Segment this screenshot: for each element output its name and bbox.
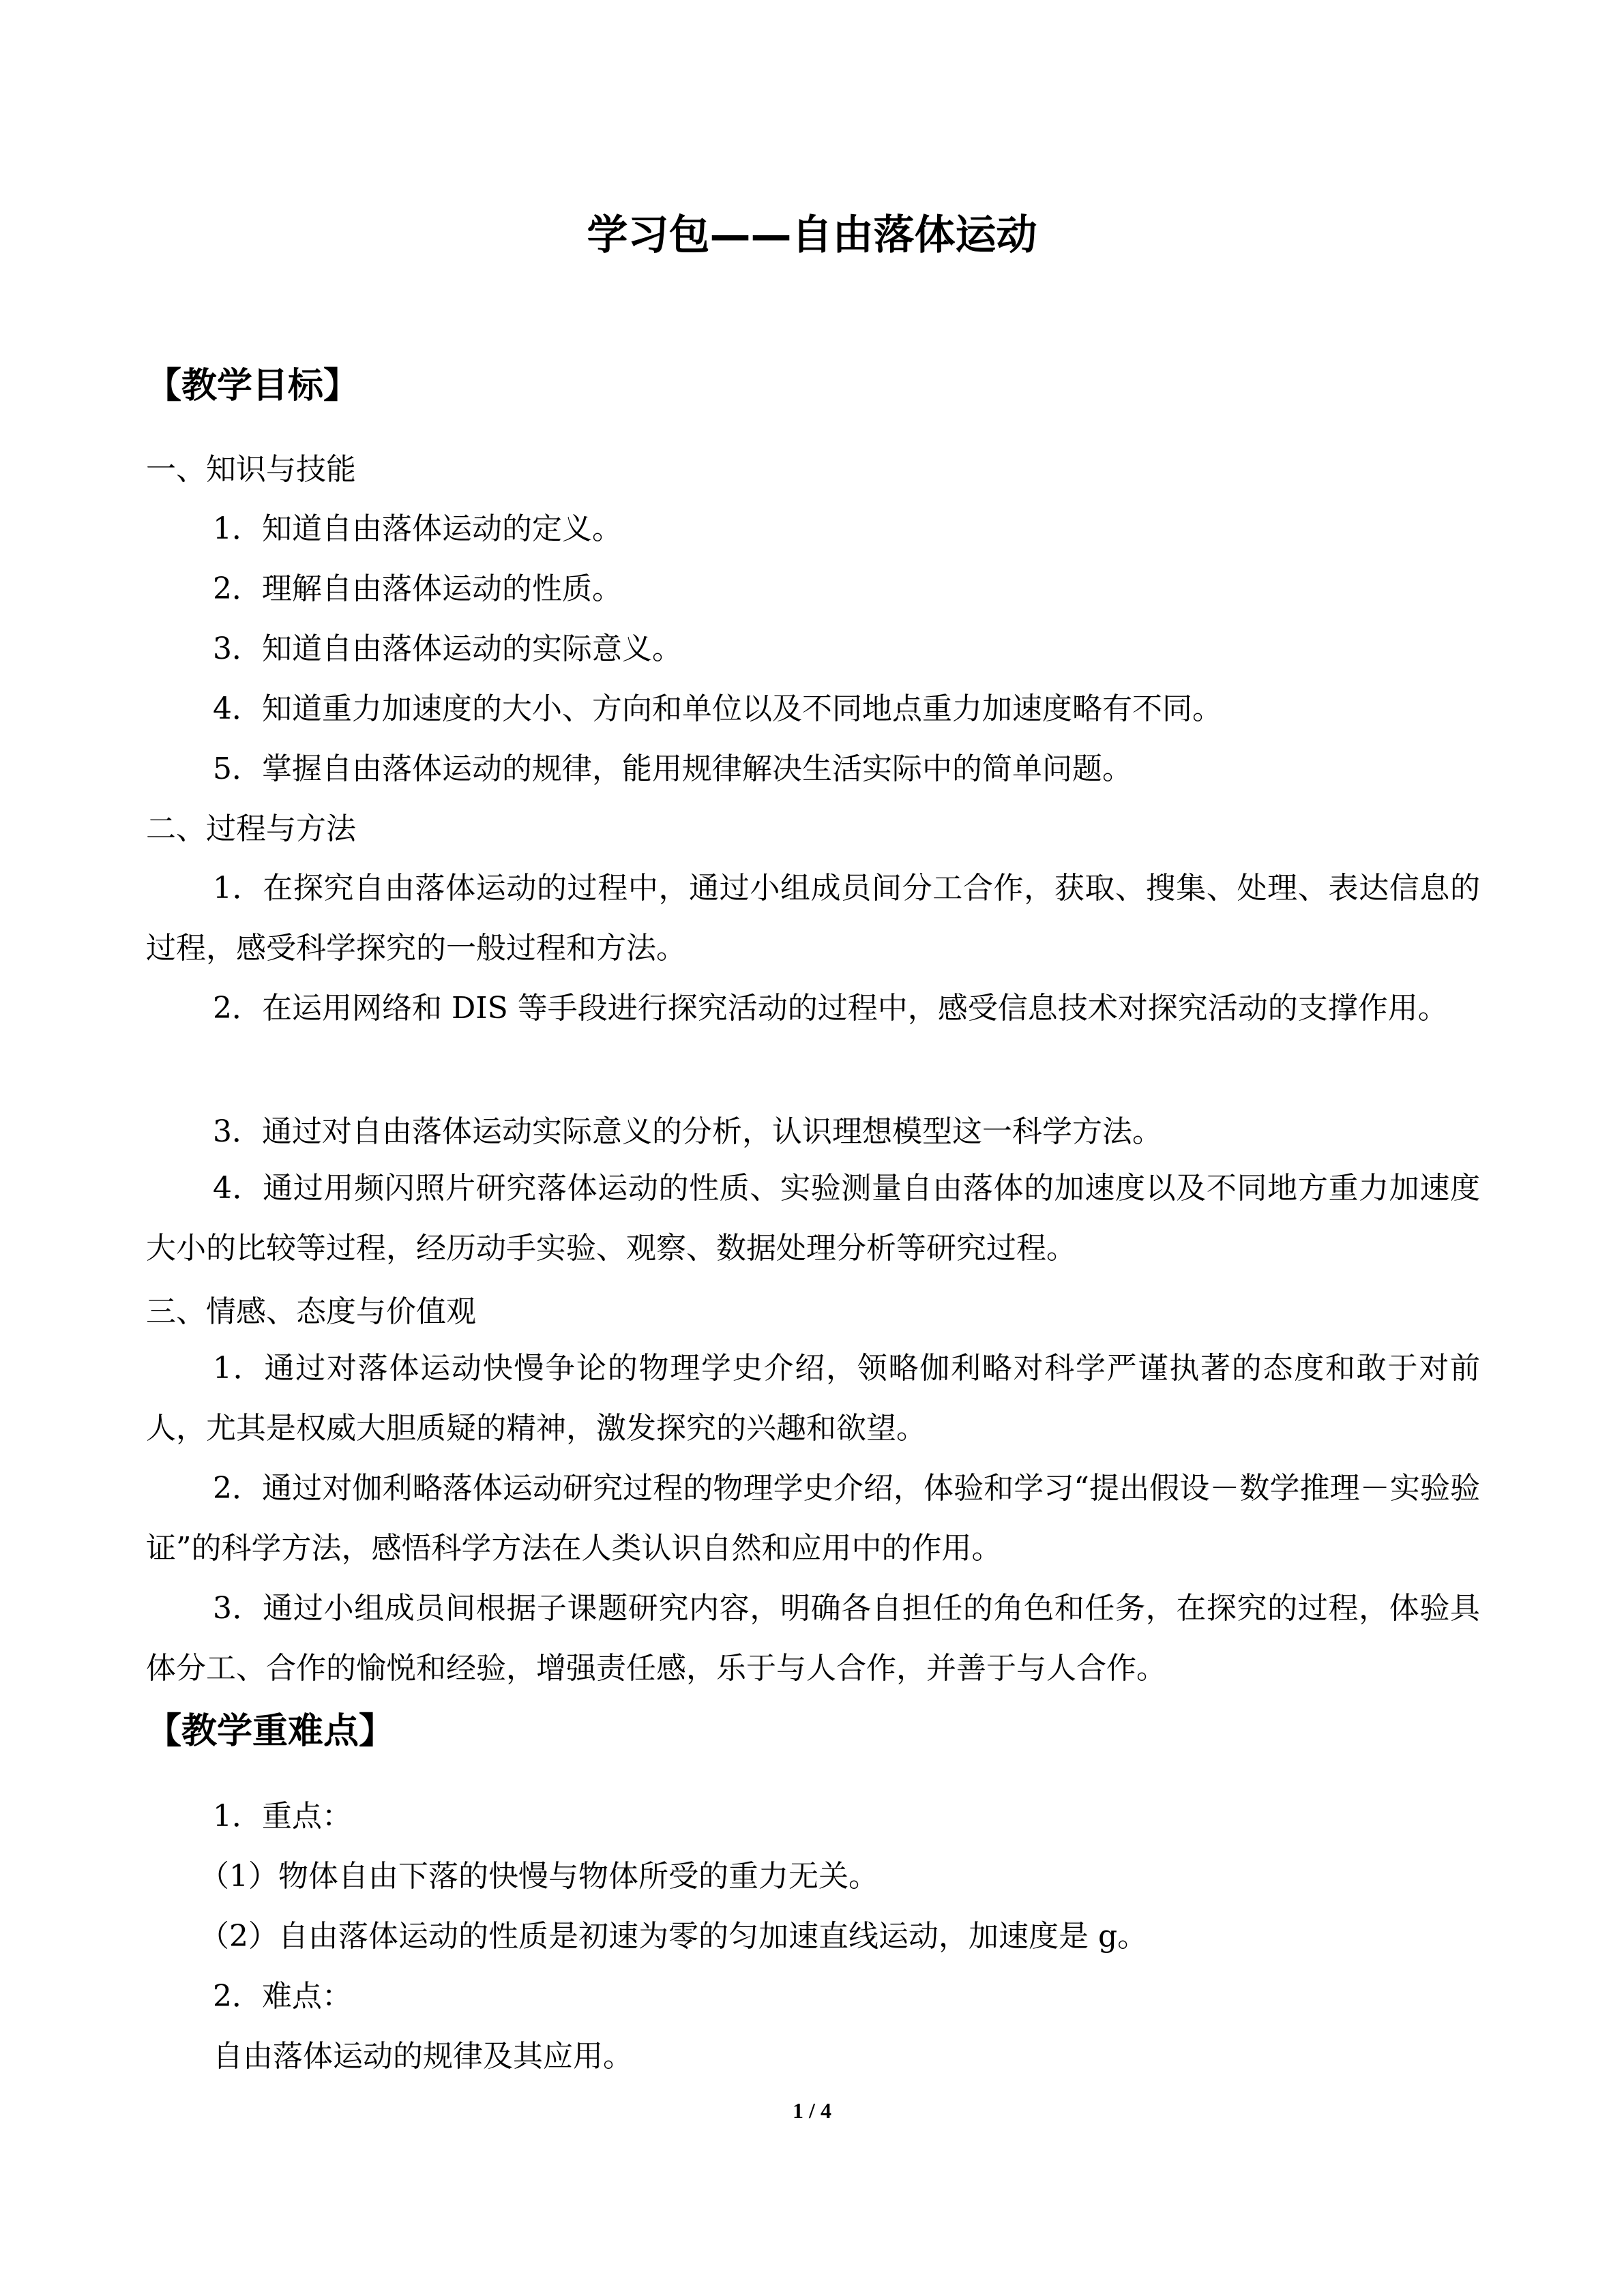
list-item: 4．知道重力加速度的大小、方向和单位以及不同地点重力加速度略有不同。 <box>213 691 1222 726</box>
list-item: 1．在探究自由落体运动的过程中，通过小组成员间分工合作，获取、搜集、处理、表达信息的过程，感受科学探究的一般过程和方法。 <box>146 871 1480 966</box>
list-item: （2）自由落体运动的性质是初速为零的匀加速直线运动，加速度是 g。 <box>199 1919 1148 1954</box>
list-item: 3．知道自由落体运动的实际意义。 <box>213 631 682 666</box>
list-item: 1．通过对落体运动快慢争论的物理学史介绍，领略伽利略对科学严谨执著的态度和敢于对前人，尤其是权威大胆质疑的精神，激发探究的兴趣和欲望。 <box>146 1351 1480 1446</box>
list-item: 1．知道自由落体运动的定义。 <box>213 511 622 546</box>
list-item: 5．掌握自由落体运动的规律，能用规律解决生活实际中的简单问题。 <box>213 751 1132 786</box>
list-item: 3．通过对自由落体运动实际意义的分析，认识理想模型这一科学方法。 <box>213 1114 1162 1149</box>
section-heading-objectives: 【教学目标】 <box>146 366 359 406</box>
difficulty-label: 2．难点： <box>213 1979 352 2014</box>
list-item: 4．通过用频闪照片研究落体运动的性质、实验测量自由落体的加速度以及不同地方重力加速度大小的比较等过程，经历动手实验、观察、数据处理分析等研究过程。 <box>146 1171 1480 1266</box>
subheading-knowledge-skills: 一、知识与技能 <box>146 452 356 487</box>
list-item: （1）物体自由下落的快慢与物体所受的重力无关。 <box>199 1859 879 1894</box>
list-item: 2．在运用网络和 DIS 等手段进行探究活动的过程中，感受信息技术对探究活动的支撑作用。 <box>213 991 1448 1026</box>
difficulty-text: 自由落体运动的规律及其应用。 <box>213 2039 633 2074</box>
list-item: 2．理解自由落体运动的性质。 <box>213 571 622 606</box>
subheading-emotion-values: 三、情感、态度与价值观 <box>146 1294 476 1329</box>
document-title: 学习包——自由落体运动 <box>587 211 1037 259</box>
page-number: 1 / 4 <box>793 2098 831 2123</box>
list-item: 3．通过小组成员间根据子课题研究内容，明确各自担任的角色和任务，在探究的过程，体验具体分工、合作的愉悦和经验，增强责任感，乐于与人合作，并善于与人合作。 <box>146 1591 1480 1686</box>
list-item: 2．通过对伽利略落体运动研究过程的物理学史介绍，体验和学习“提出假设－数学推理－实验验证”的科学方法，感悟科学方法在人类认识自然和应用中的作用。 <box>146 1471 1480 1566</box>
section-heading-keypoints: 【教学重难点】 <box>146 1711 395 1752</box>
subheading-process-methods: 二、过程与方法 <box>146 811 356 846</box>
keypoint-label: 1．重点： <box>213 1799 352 1834</box>
